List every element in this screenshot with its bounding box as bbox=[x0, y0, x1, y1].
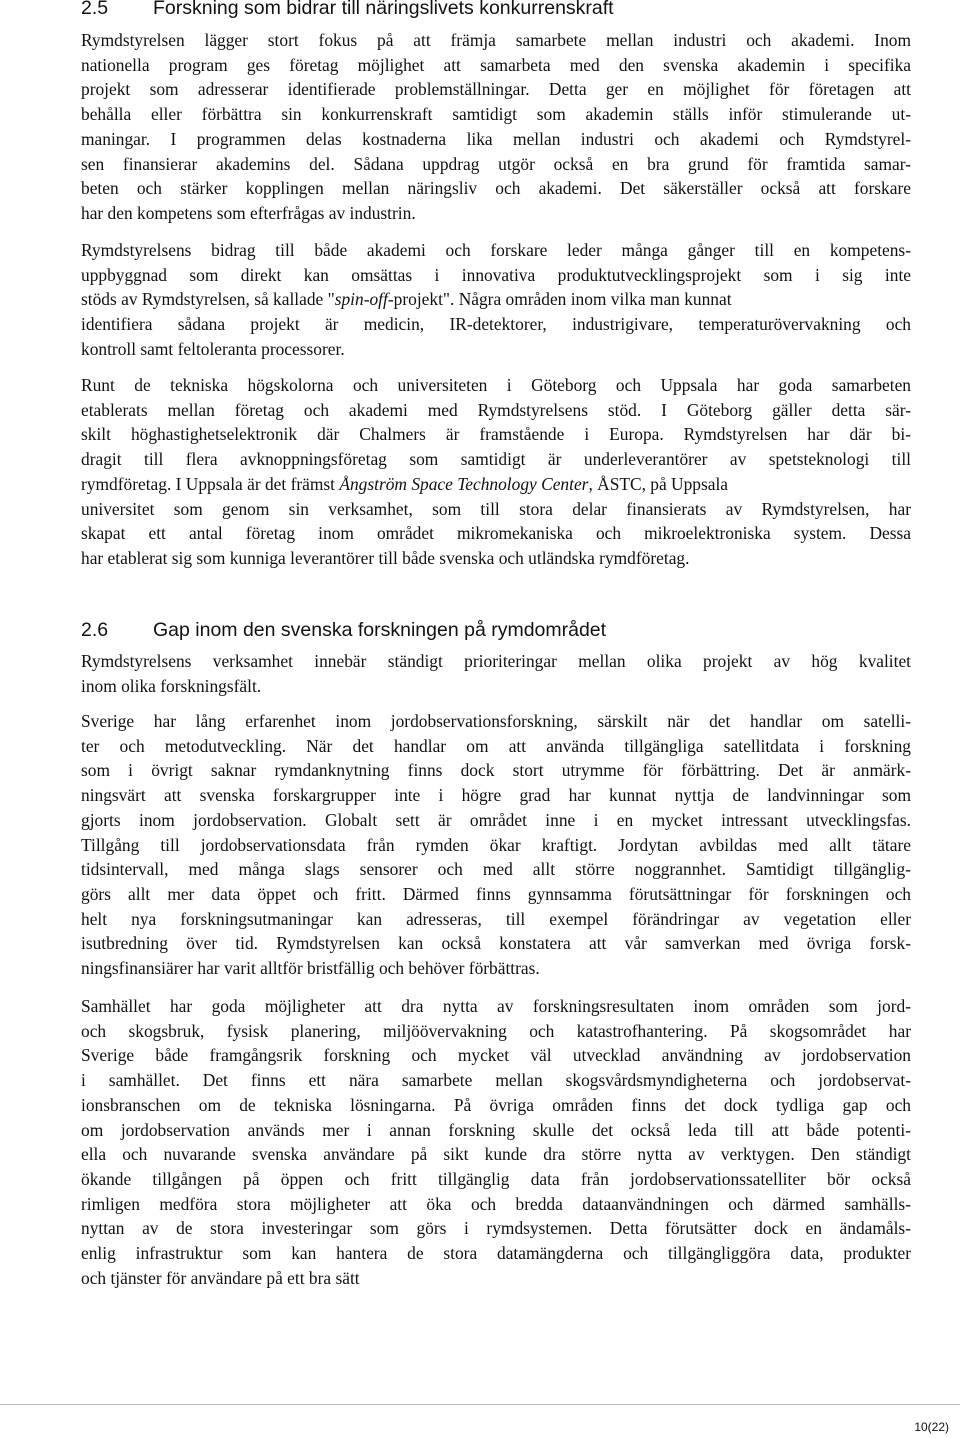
italic-term: Ångström Space Technology Center bbox=[339, 473, 589, 494]
text-line: kontroll samt feltoleranta processorer. bbox=[81, 338, 345, 359]
text-line: maningar. I programmen delas kostnaderna lika mellan industri och akademi och Rymdstyrel- bbox=[81, 128, 911, 149]
text-line: gjorts inom jordobservation. Globalt sett är området inne i en mycket intressant utvecklingsfas. bbox=[81, 809, 911, 830]
text-line: projekt som adresserar identifierade problemställningar. Detta ger en möjlighet för företagen att bbox=[81, 79, 911, 100]
page-number: 10(22) bbox=[914, 1420, 949, 1434]
text-line: om jordobservation används mer i annan forskning skulle det också leda till att både potenti- bbox=[81, 1119, 911, 1140]
text-line: och skogsbruk, fysisk planering, miljöövervakning och katastrofhantering. På skogsområdet har bbox=[81, 1020, 911, 1041]
text-line: tidsintervall, med många slags sensorer och med allt större noggrannhet. Samtidigt tillgänglig- bbox=[81, 859, 911, 880]
text-line: nyttan av de stora investeringar som görs i rymdsystemen. Detta förutsätter dock en ändamåls- bbox=[81, 1218, 911, 1239]
paragraph bbox=[81, 238, 911, 362]
text-line: dragit till flera avknoppningsföretag som samtidigt är underleverantörer av spetsteknologi till bbox=[81, 449, 911, 470]
text-line: etablerats mellan företag och akademi med Rymdstyrelsens stöd. I Göteborg gäller detta sär- bbox=[81, 399, 911, 420]
text-line: nationella program ges företag möjlighet att samarbeta med den svenska akademin i specifika bbox=[81, 54, 911, 75]
paragraph bbox=[81, 28, 911, 226]
text-line: ella och nuvarande svenska användare på sikt kunde dra större nytta av verktygen. Den ständigt bbox=[81, 1144, 911, 1165]
text-line: universitet som genom sin verksamhet, som till stora delar finansierats av Rymdstyrelsen, har bbox=[81, 498, 911, 519]
paragraph bbox=[81, 649, 911, 698]
text-line: Rymdstyrelsens verksamhet innebär ständigt prioriteringar mellan olika projekt av hög kvalitet bbox=[81, 651, 911, 671]
text-line: beten och stärker kopplingen mellan näringsliv och akademi. Det säkerställer också att forskare bbox=[81, 178, 911, 199]
text-line: i samhället. Det finns ett nära samarbete mellan skogsvårdsmyndigheterna och jordobservat- bbox=[81, 1070, 911, 1091]
text-line: isutbredning över tid. Rymdstyrelsen kan också konstatera att vår samverkan med övriga forsk- bbox=[81, 933, 911, 954]
footer-divider bbox=[0, 1404, 960, 1405]
section-number: 2.6 bbox=[81, 619, 109, 641]
text-line: ningsvärt att svenska forskargrupper inte i högre grad har kunnat nyttja de landvinningar som bbox=[81, 785, 911, 806]
text-line: görs allt mer data öppet och fritt. Därmed finns gynnsamma förutsättningar för forskningen och bbox=[81, 883, 911, 904]
text-line: ionsbranschen om de tekniska lösningarna. På övriga områden finns det dock tydliga gap och bbox=[81, 1094, 911, 1115]
text-line: har den kompetens som efterfrågas av industrin. bbox=[81, 202, 416, 223]
text-line: och tjänster för användare på ett bra sätt bbox=[81, 1267, 360, 1288]
paragraph bbox=[81, 709, 911, 981]
text-line: uppbyggnad som direkt kan omsättas i innovativa produktutvecklingsprojekt som i sig inte bbox=[81, 264, 911, 285]
text-fragment: -projekt". Några områden inom vilka man kunnat bbox=[387, 289, 732, 310]
text-line: helt nya forskningsutmaningar kan adresseras, till exempel förändringar av vegetation eller bbox=[81, 908, 911, 929]
text-line: skapat ett antal företag inom området mikromekaniska och mikroelektroniska system. Dessa bbox=[81, 523, 911, 544]
text-line: Rymdstyrelsens bidrag till både akademi och forskare leder många gånger till en kompetens- bbox=[81, 240, 911, 260]
text-line bbox=[81, 287, 911, 312]
text-line: ningsfinansiärer har varit alltför bristfällig och behöver förbättras. bbox=[81, 958, 540, 979]
paragraph bbox=[81, 373, 911, 571]
text-line: som i övrigt saknar rymdanknytning finns dock stort utrymme för förbättring. Det är anmärk- bbox=[81, 760, 911, 781]
text-line bbox=[81, 472, 911, 497]
text-fragment: stöds av Rymdstyrelsen, så kallade " bbox=[81, 289, 335, 310]
text-fragment: rymdföretag. I Uppsala är det främst bbox=[81, 473, 340, 494]
text-line: rimligen medföra stora möjligheter att öka och bredda dataanvändningen och därmed samhälls- bbox=[81, 1193, 911, 1214]
text-line: identifiera sådana projekt är medicin, IR-detektorer, industrigivare, temperaturövervakning och bbox=[81, 314, 911, 335]
section-heading-2-6 bbox=[81, 618, 606, 642]
text-line: Samhället har goda möjligheter att dra nytta av forskningsresultaten inom områden som jord- bbox=[81, 996, 911, 1016]
text-line: ter och metodutveckling. När det handlar om att använda tillgängliga satellitdata i forskning bbox=[81, 735, 911, 756]
text-line: ökande tillgången på öppen och fritt tillgänglig data från jordobservationssatelliter bör också bbox=[81, 1168, 911, 1189]
text-line: sen finansierar akademins del. Sådana uppdrag utgör också en bra grund för framtida samar- bbox=[81, 153, 911, 174]
text-line: har etablerat sig som kunniga leverantörer till både svenska och utländska rymdföretag. bbox=[81, 547, 690, 568]
text-line: Runt de tekniska högskolorna och universiteten i Göteborg och Uppsala har goda samarbeten bbox=[81, 375, 911, 395]
italic-term: spin-off bbox=[334, 289, 388, 310]
section-title: Gap inom den svenska forskningen på rymdområdet bbox=[153, 619, 607, 641]
section-title: Forskning som bidrar till näringslivets konkurrenskraft bbox=[153, 0, 614, 19]
paragraph bbox=[81, 994, 911, 1290]
section-number: 2.5 bbox=[81, 0, 109, 19]
text-line: behålla eller förbättra sin konkurrenskraft samtidigt som akademin ställs inför stimulerande ut- bbox=[81, 104, 911, 125]
text-line: Sverige har lång erfarenhet inom jordobservationsforskning, särskilt när det handlar om satelli- bbox=[81, 711, 911, 731]
text-fragment: , ÅSTC, på Uppsala bbox=[588, 473, 729, 494]
text-line: Rymdstyrelsen lägger stort fokus på att främja samarbete mellan industri och akademi. Inom bbox=[81, 30, 911, 50]
text-line: Tillgång till jordobservationsdata från rymden ökar kraftigt. Jordytan avbildas med allt tätare bbox=[81, 834, 911, 855]
text-line: inom olika forskningsfält. bbox=[81, 675, 262, 696]
text-line: skilt höghastighetselektronik där Chalmers är framstående i Europa. Rymdstyrelsen har där bi- bbox=[81, 424, 911, 445]
text-line: Sverige både framgångsrik forskning och mycket väl utvecklad användning av jordobservation bbox=[81, 1045, 911, 1066]
text-line: enlig infrastruktur som kan hantera de stora datamängderna och tillgängliggöra data, produkter bbox=[81, 1243, 911, 1264]
section-heading-2-5 bbox=[81, 0, 614, 20]
